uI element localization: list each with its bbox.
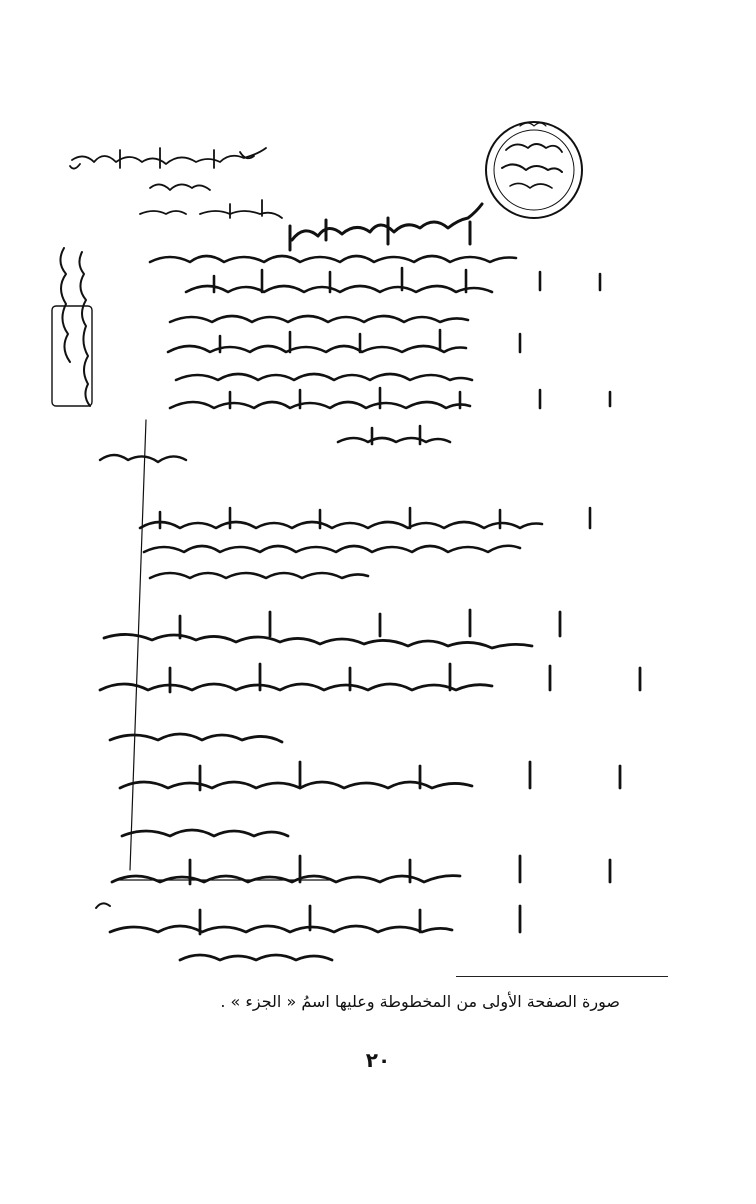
isnad-lines — [150, 256, 610, 444]
circular-library-seal-icon — [486, 122, 582, 218]
later-annotations — [96, 610, 640, 960]
separator-mark — [100, 455, 186, 462]
margin-guide-line — [130, 420, 146, 870]
vertical-margin-writing — [52, 248, 92, 406]
figure-caption: صورة الصفحة الأولى من المخطوطة وعليها اسمُ « الجزء » . — [220, 992, 620, 1011]
title-line — [290, 204, 482, 250]
margin-note-top — [70, 148, 282, 218]
page-number: ٢٠ — [365, 1048, 391, 1072]
samaa-note-block — [140, 508, 590, 578]
caption-rule — [456, 976, 668, 977]
